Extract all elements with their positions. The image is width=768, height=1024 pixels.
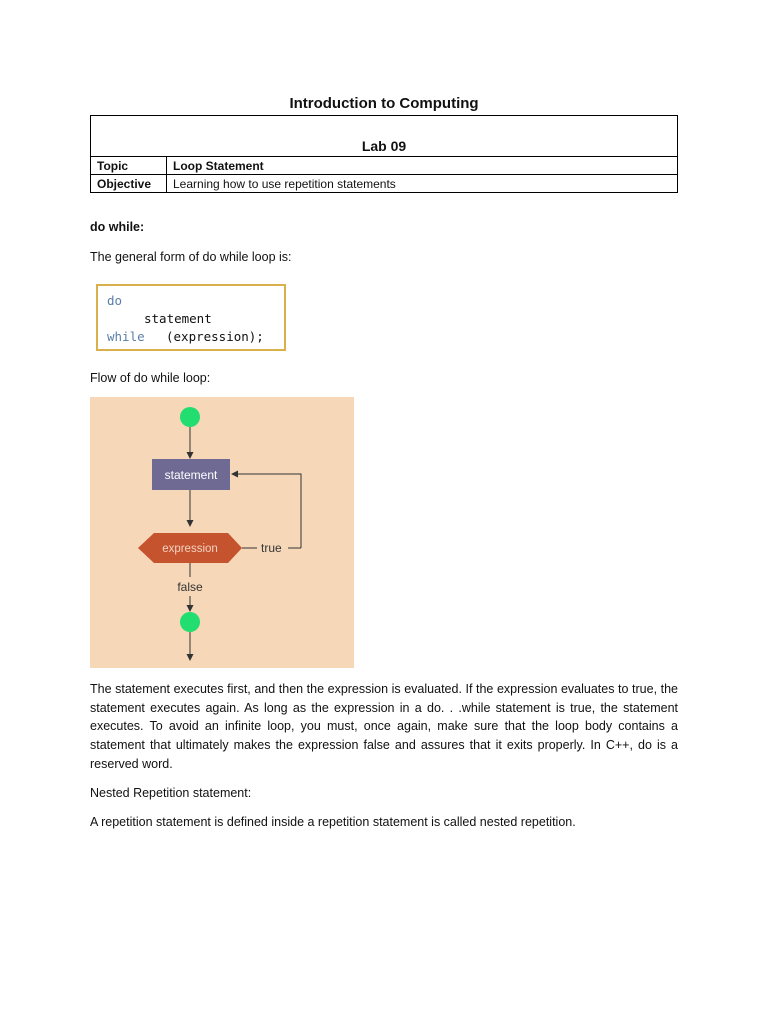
flowchart-svg [90, 397, 354, 668]
nested-description: A repetition statement is defined inside a repetition statement is called nested repetition. [90, 815, 576, 829]
objective-row [91, 175, 678, 193]
code-snippet [96, 284, 286, 351]
code-line-expression: (expression); [166, 329, 264, 344]
objective-value: Learning how to use repetition statements [167, 175, 678, 193]
start-terminal [180, 407, 200, 427]
false-label: false [177, 580, 203, 594]
expression-label: expression [162, 543, 218, 555]
topic-value: Loop Statement [167, 157, 678, 175]
topic-key: Topic [91, 157, 167, 175]
code-line-statement: statement [144, 311, 212, 326]
lab-info-table [90, 115, 678, 193]
topic-row [91, 157, 678, 175]
code-line-do: do [107, 293, 123, 308]
nested-heading: Nested Repetition statement: [90, 786, 252, 800]
statement-label: statement [164, 468, 218, 482]
objective-key: Objective [91, 175, 167, 193]
do-while-description: The statement executes first, and then the expression is evaluated. If the expression evaluates to true, the statement executes again. As long as the expression in a do. . .while statement is true, the statement executes. To avoid an infinite loop, you must, once again, make sure that the loop body contains a statement that ultimately makes the expression false and assures that it exits properly. In C++, do is a reserved word. [90, 682, 678, 771]
true-label: true [261, 541, 282, 555]
code-line-while-keyword: while [107, 329, 145, 344]
do-while-flowchart [90, 397, 354, 668]
lab-row [91, 116, 678, 157]
do-while-heading: do while: [90, 220, 145, 234]
general-form-text: The general form of do while loop is: [90, 250, 292, 264]
flow-label: Flow of do while loop: [90, 371, 211, 385]
arrow-true-loop-back [232, 474, 301, 548]
lab-number: Lab 09 [91, 116, 678, 157]
end-terminal [180, 612, 200, 632]
document-title: Introduction to Computing [289, 95, 479, 112]
